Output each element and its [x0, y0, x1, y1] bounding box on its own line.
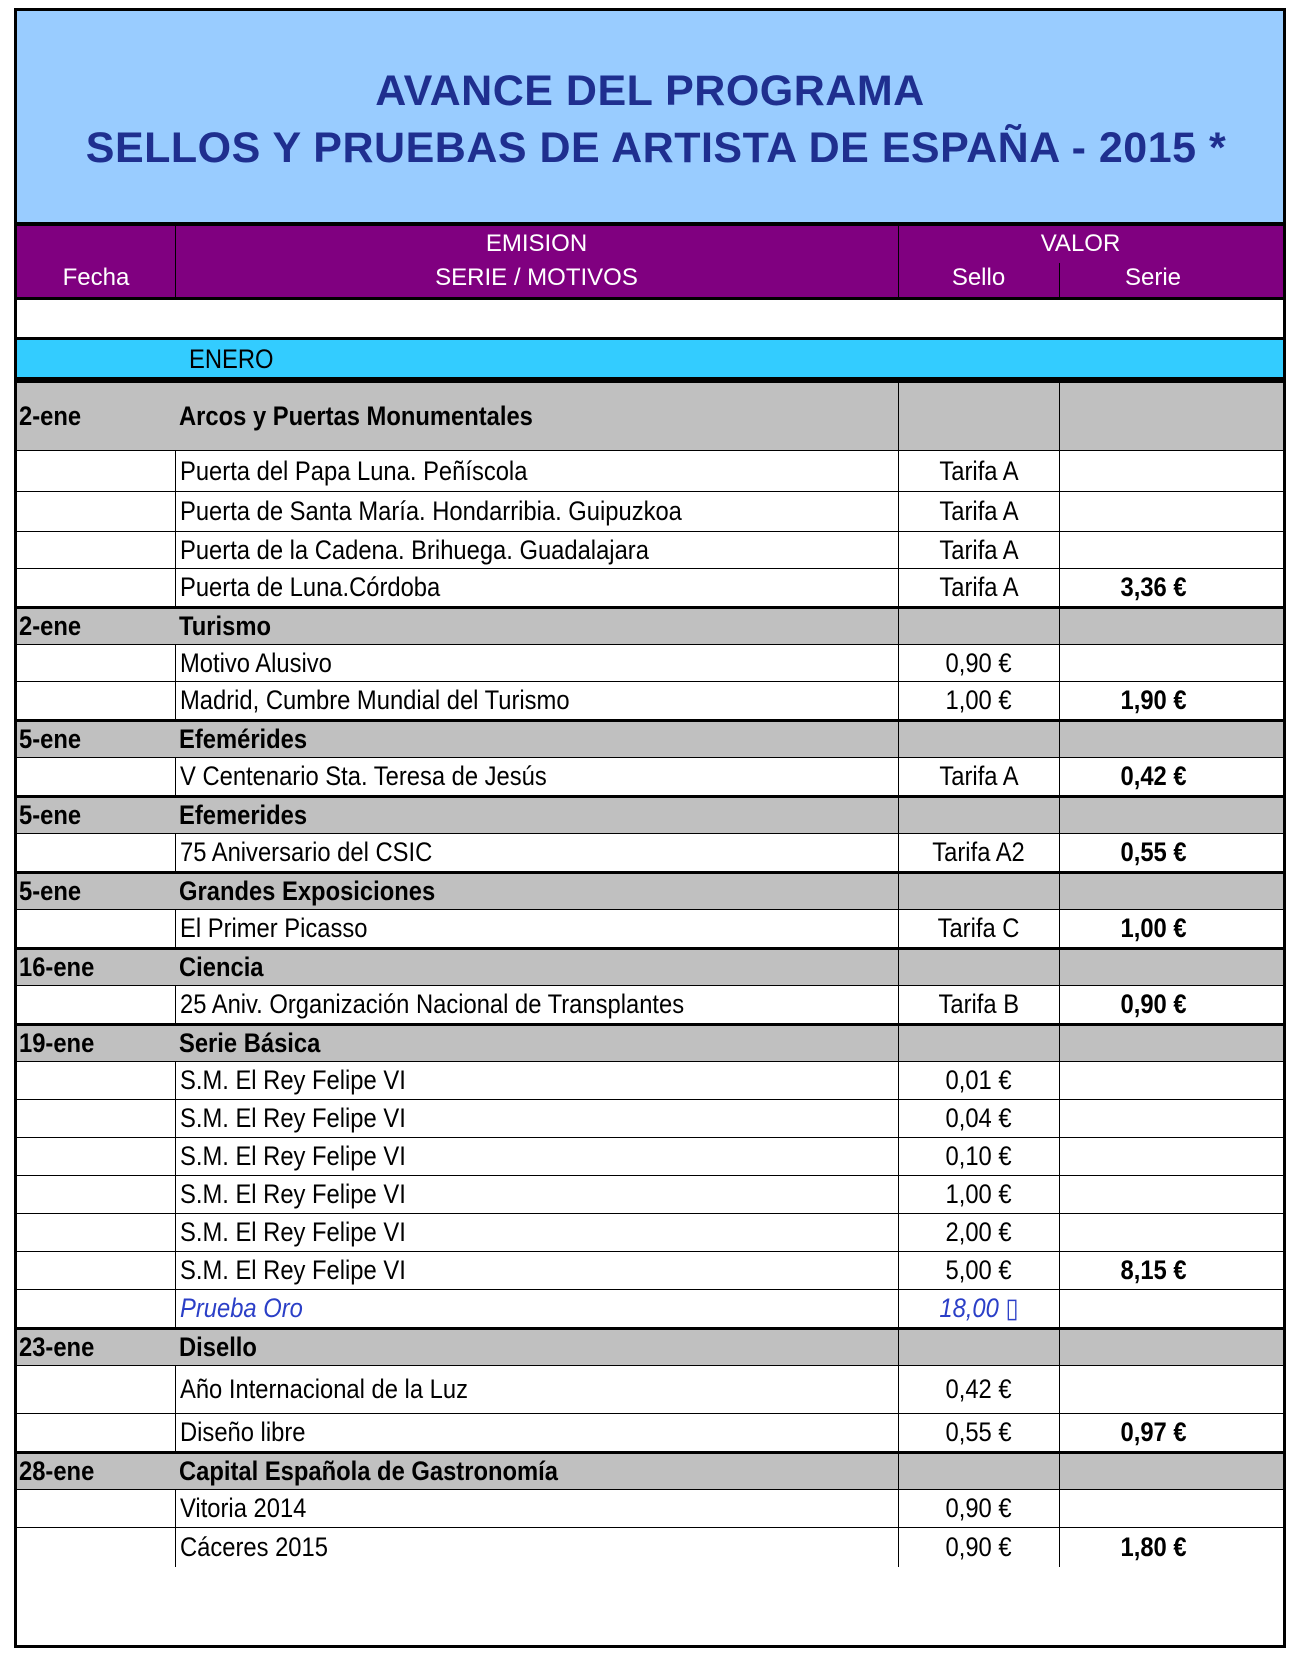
table-row: [17, 1061, 1283, 1099]
motivo-cell: [175, 1454, 898, 1489]
table-row: [17, 833, 1283, 871]
sello-cell-text: Tarifa A: [939, 761, 1019, 791]
fecha-cell: [17, 1366, 175, 1413]
fecha-cell: [17, 1176, 175, 1213]
fecha-cell: [17, 1252, 175, 1289]
sello-cell: [898, 798, 1059, 833]
serie-cell-text: 0,42 €: [1120, 761, 1187, 791]
sello-cell: [898, 1490, 1059, 1527]
fecha-cell: [17, 1100, 175, 1137]
emission-group-row: [17, 871, 1283, 909]
serie-cell: [1059, 1214, 1283, 1251]
table-row: [17, 568, 1283, 606]
sello-cell: [898, 758, 1059, 795]
sello-cell-text: 0,90 €: [945, 1532, 1013, 1562]
month-label: ENERO: [189, 344, 274, 374]
fecha-cell-text: 5-ene: [19, 876, 82, 906]
fecha-cell: [17, 1454, 175, 1489]
fecha-cell: [17, 1490, 175, 1527]
motivo-cell: [175, 451, 898, 491]
table-row: [17, 1527, 1283, 1567]
motivo-cell-text: Ciencia: [179, 952, 264, 982]
motivo-cell: [175, 532, 898, 568]
motivo-cell: [175, 1414, 898, 1451]
table-row: [17, 985, 1283, 1023]
motivo-cell-text: Madrid, Cumbre Mundial del Turismo: [180, 685, 570, 715]
sello-cell: [898, 1528, 1059, 1567]
serie-cell-text: 1,00 €: [1120, 913, 1187, 943]
motivo-cell: [175, 910, 898, 947]
fecha-cell: [17, 609, 175, 644]
fecha-cell: [17, 451, 175, 491]
motivo-cell: [175, 645, 898, 681]
sello-cell: [898, 874, 1059, 909]
sello-cell: [898, 1290, 1059, 1327]
motivo-cell: [175, 1062, 898, 1099]
fecha-cell-text: 2-ene: [19, 401, 82, 431]
fecha-cell: [17, 383, 175, 450]
fecha-cell: [17, 1214, 175, 1251]
motivo-cell-text: Disello: [179, 1332, 257, 1362]
serie-cell-text: 8,15 €: [1120, 1255, 1187, 1285]
sello-cell-text: 0,42 €: [945, 1374, 1013, 1404]
motivo-cell-text: Motivo Alusivo: [180, 647, 332, 678]
sello-cell: [898, 451, 1059, 491]
serie-cell-text: 1,80 €: [1120, 1532, 1187, 1562]
serie-cell: [1059, 758, 1283, 795]
fecha-cell: [17, 1062, 175, 1099]
table-row: [17, 1289, 1283, 1327]
motivo-cell: [175, 1366, 898, 1413]
serie-cell: [1059, 834, 1283, 871]
fecha-cell-text: 28-ene: [19, 1456, 95, 1486]
emission-group-row: [17, 606, 1283, 644]
motivo-cell-text: S.M. El Rey Felipe VI: [180, 1065, 406, 1095]
sello-cell: [898, 910, 1059, 947]
motivo-cell-text: Capital Española de Gastronomía: [179, 1456, 558, 1486]
motivo-cell: [175, 1176, 898, 1213]
header-sello: Sello: [951, 264, 1006, 291]
serie-cell-text: 0,97 €: [1120, 1417, 1187, 1447]
sello-cell-text: 2,00 €: [945, 1217, 1013, 1247]
motivo-cell: [175, 682, 898, 719]
table-row: [17, 1099, 1283, 1137]
motivo-cell-text: 25 Aniv. Organización Nacional de Transplantes: [180, 989, 685, 1019]
serie-cell: [1059, 383, 1283, 450]
sello-cell: [898, 682, 1059, 719]
motivo-cell-text: Puerta de la Cadena. Brihuega. Guadalajara: [180, 534, 649, 565]
sello-cell: [898, 383, 1059, 450]
serie-cell-text: 1,90 €: [1120, 685, 1187, 715]
motivo-cell: [175, 950, 898, 985]
fecha-cell-text: 19-ene: [19, 1028, 95, 1058]
motivo-cell: [175, 1252, 898, 1289]
serie-cell: [1059, 1454, 1283, 1489]
sello-cell-text: 1,00 €: [945, 1179, 1013, 1209]
sello-cell-text: Tarifa C: [938, 913, 1020, 943]
sello-cell: [898, 986, 1059, 1023]
motivo-cell: [175, 1290, 898, 1327]
serie-cell: [1059, 645, 1283, 681]
sello-cell: [898, 1100, 1059, 1137]
motivo-cell-text: Puerta de Santa María. Hondarribia. Guipuzkoa: [180, 496, 682, 526]
fecha-cell: [17, 1026, 175, 1061]
motivo-cell: [175, 1138, 898, 1175]
table-row: [17, 1365, 1283, 1413]
motivo-cell: [175, 1026, 898, 1061]
serie-cell: [1059, 910, 1283, 947]
fecha-cell-text: 2-ene: [19, 611, 82, 641]
motivo-cell: [175, 1100, 898, 1137]
table-header: [17, 226, 1283, 300]
serie-cell: [1059, 1490, 1283, 1527]
fecha-cell: [17, 834, 175, 871]
fecha-cell: [17, 798, 175, 833]
fecha-cell: [17, 1414, 175, 1451]
table-row: [17, 531, 1283, 568]
sello-cell-text: 0,90 €: [945, 1493, 1013, 1523]
table-row: [17, 1137, 1283, 1175]
fecha-cell: [17, 950, 175, 985]
serie-cell: [1059, 986, 1283, 1023]
motivo-cell-text: Efemerides: [179, 800, 308, 830]
serie-cell-text: 0,55 €: [1120, 837, 1187, 867]
sello-cell-text: 0,90 €: [945, 647, 1013, 678]
table-row: [17, 757, 1283, 795]
emission-group-row: [17, 1327, 1283, 1365]
fecha-cell-text: 23-ene: [19, 1332, 95, 1362]
header-emision: EMISION: [485, 230, 588, 257]
motivo-cell-text: Cáceres 2015: [180, 1532, 328, 1562]
header-valor: VALOR: [1040, 230, 1121, 257]
fecha-cell: [17, 645, 175, 681]
header-serie: Serie: [1124, 264, 1182, 291]
motivo-cell: [175, 569, 898, 606]
sello-cell: [898, 1366, 1059, 1413]
fecha-cell: [17, 874, 175, 909]
sello-cell: [898, 1454, 1059, 1489]
table-row: [17, 1489, 1283, 1527]
sello-cell: [898, 1062, 1059, 1099]
motivo-cell-text: S.M. El Rey Felipe VI: [180, 1103, 406, 1133]
serie-cell-text: 0,90 €: [1120, 989, 1187, 1019]
motivo-cell-text: Año Internacional de la Luz: [180, 1374, 468, 1404]
motivo-cell-text: Puerta de Luna.Córdoba: [180, 572, 441, 602]
page-subtitle: SELLOS Y PRUEBAS DE ARTISTA DE ESPAÑA - 2015 *: [85, 124, 1227, 172]
table-row: [17, 1251, 1283, 1289]
table-row: [17, 1213, 1283, 1251]
motivo-cell: [175, 383, 898, 450]
header-fecha: Fecha: [62, 264, 130, 291]
sello-cell: [898, 1252, 1059, 1289]
table-row: [17, 644, 1283, 681]
emission-group-row: [17, 795, 1283, 833]
sello-cell: [898, 1026, 1059, 1061]
motivo-cell: [175, 834, 898, 871]
emission-group-row: [17, 380, 1283, 450]
blank-row: [17, 300, 1283, 340]
serie-cell: [1059, 609, 1283, 644]
sello-cell: [898, 532, 1059, 568]
sello-cell-text: 1,00 €: [945, 685, 1013, 715]
table-row: [17, 681, 1283, 719]
serie-cell: [1059, 1138, 1283, 1175]
serie-cell: [1059, 1528, 1283, 1567]
serie-cell-text: 3,36 €: [1120, 572, 1187, 602]
table-row: [17, 1175, 1283, 1213]
sello-cell: [898, 645, 1059, 681]
sello-cell-text: 18,00 ▯: [939, 1293, 1019, 1323]
sello-cell-text: Tarifa A: [939, 572, 1019, 602]
fecha-cell: [17, 532, 175, 568]
sello-cell: [898, 492, 1059, 531]
serie-cell: [1059, 1252, 1283, 1289]
sello-cell-text: Tarifa A: [939, 534, 1019, 565]
serie-cell: [1059, 1026, 1283, 1061]
sello-cell: [898, 1414, 1059, 1451]
motivo-cell: [175, 609, 898, 644]
emission-group-row: [17, 1023, 1283, 1061]
motivo-cell-text: Puerta del Papa Luna. Peñíscola: [180, 455, 528, 486]
fecha-cell: [17, 722, 175, 757]
fecha-cell: [17, 1528, 175, 1567]
motivo-cell: [175, 492, 898, 531]
motivo-cell-text: S.M. El Rey Felipe VI: [180, 1255, 406, 1285]
motivo-cell-text: Diseño libre: [180, 1417, 306, 1447]
serie-cell: [1059, 1100, 1283, 1137]
sello-cell-text: 0,55 €: [945, 1417, 1013, 1447]
serie-cell: [1059, 451, 1283, 491]
fecha-cell-text: 5-ene: [19, 724, 82, 754]
motivo-cell-text: Arcos y Puertas Monumentales: [179, 401, 533, 431]
fecha-cell: [17, 1330, 175, 1365]
table-row: [17, 909, 1283, 947]
motivo-cell-text: Vitoria 2014: [180, 1493, 307, 1523]
sello-cell-text: Tarifa B: [938, 989, 1020, 1019]
motivo-cell: [175, 722, 898, 757]
sello-cell: [898, 950, 1059, 985]
serie-cell: [1059, 1366, 1283, 1413]
sello-cell-text: 0,10 €: [945, 1141, 1013, 1171]
sello-cell-text: Tarifa A2: [932, 837, 1026, 867]
motivo-cell-text: S.M. El Rey Felipe VI: [180, 1217, 406, 1247]
serie-cell: [1059, 798, 1283, 833]
serie-cell: [1059, 722, 1283, 757]
motivo-cell-text: Efemérides: [179, 724, 308, 754]
serie-cell: [1059, 1176, 1283, 1213]
page-title: AVANCE DEL PROGRAMA: [375, 67, 925, 115]
fecha-cell: [17, 492, 175, 531]
fecha-cell-text: 16-ene: [19, 952, 95, 982]
fecha-cell: [17, 1138, 175, 1175]
serie-cell: [1059, 569, 1283, 606]
serie-cell: [1059, 1330, 1283, 1365]
motivo-cell: [175, 1330, 898, 1365]
sello-cell-text: 0,01 €: [945, 1065, 1013, 1095]
table-row: [17, 491, 1283, 531]
motivo-cell: [175, 986, 898, 1023]
motivo-cell: [175, 758, 898, 795]
motivo-cell-text: 75 Aniversario del CSIC: [180, 837, 433, 867]
motivo-cell: [175, 1214, 898, 1251]
motivo-cell-text: Grandes Exposiciones: [179, 876, 436, 906]
serie-cell: [1059, 1414, 1283, 1451]
serie-cell: [1059, 874, 1283, 909]
serie-cell: [1059, 950, 1283, 985]
sello-cell: [898, 1330, 1059, 1365]
emission-group-row: [17, 947, 1283, 985]
sello-cell: [898, 609, 1059, 644]
sello-cell-text: Tarifa A: [939, 455, 1019, 486]
sello-cell: [898, 1176, 1059, 1213]
fecha-cell: [17, 1290, 175, 1327]
table-row: [17, 450, 1283, 491]
header-serie-motivos: SERIE / MOTIVOS: [435, 264, 638, 291]
serie-cell: [1059, 682, 1283, 719]
fecha-cell: [17, 986, 175, 1023]
fecha-cell: [17, 569, 175, 606]
motivo-cell-text: V Centenario Sta. Teresa de Jesús: [180, 761, 547, 791]
sello-cell: [898, 1138, 1059, 1175]
motivo-cell: [175, 798, 898, 833]
fecha-cell-text: 5-ene: [19, 800, 82, 830]
sello-cell-text: 5,00 €: [945, 1255, 1013, 1285]
month-row: [17, 340, 1283, 380]
motivo-cell-text: Serie Básica: [179, 1028, 321, 1058]
motivo-cell-text: El Primer Picasso: [180, 913, 368, 943]
motivo-cell-text: S.M. El Rey Felipe VI: [180, 1141, 406, 1171]
sello-cell: [898, 834, 1059, 871]
serie-cell: [1059, 1062, 1283, 1099]
motivo-cell-text: Turismo: [179, 611, 271, 641]
motivo-cell: [175, 1528, 898, 1567]
table-row: [17, 1413, 1283, 1451]
sello-cell-text: Tarifa A: [939, 496, 1019, 526]
fecha-cell: [17, 910, 175, 947]
sello-cell: [898, 1214, 1059, 1251]
emission-group-row: [17, 1451, 1283, 1489]
serie-cell: [1059, 532, 1283, 568]
sello-cell: [898, 722, 1059, 757]
motivo-cell: [175, 874, 898, 909]
motivo-cell-text: S.M. El Rey Felipe VI: [180, 1179, 406, 1209]
serie-cell: [1059, 1290, 1283, 1327]
sello-cell-text: 0,04 €: [945, 1103, 1013, 1133]
motivo-cell: [175, 1490, 898, 1527]
stamp-programme-sheet: [14, 8, 1286, 1648]
serie-cell: [1059, 492, 1283, 531]
sello-cell: [898, 569, 1059, 606]
fecha-cell: [17, 682, 175, 719]
title-band: [17, 11, 1283, 226]
motivo-cell-text: Prueba Oro: [180, 1293, 303, 1323]
emission-group-row: [17, 719, 1283, 757]
fecha-cell: [17, 758, 175, 795]
